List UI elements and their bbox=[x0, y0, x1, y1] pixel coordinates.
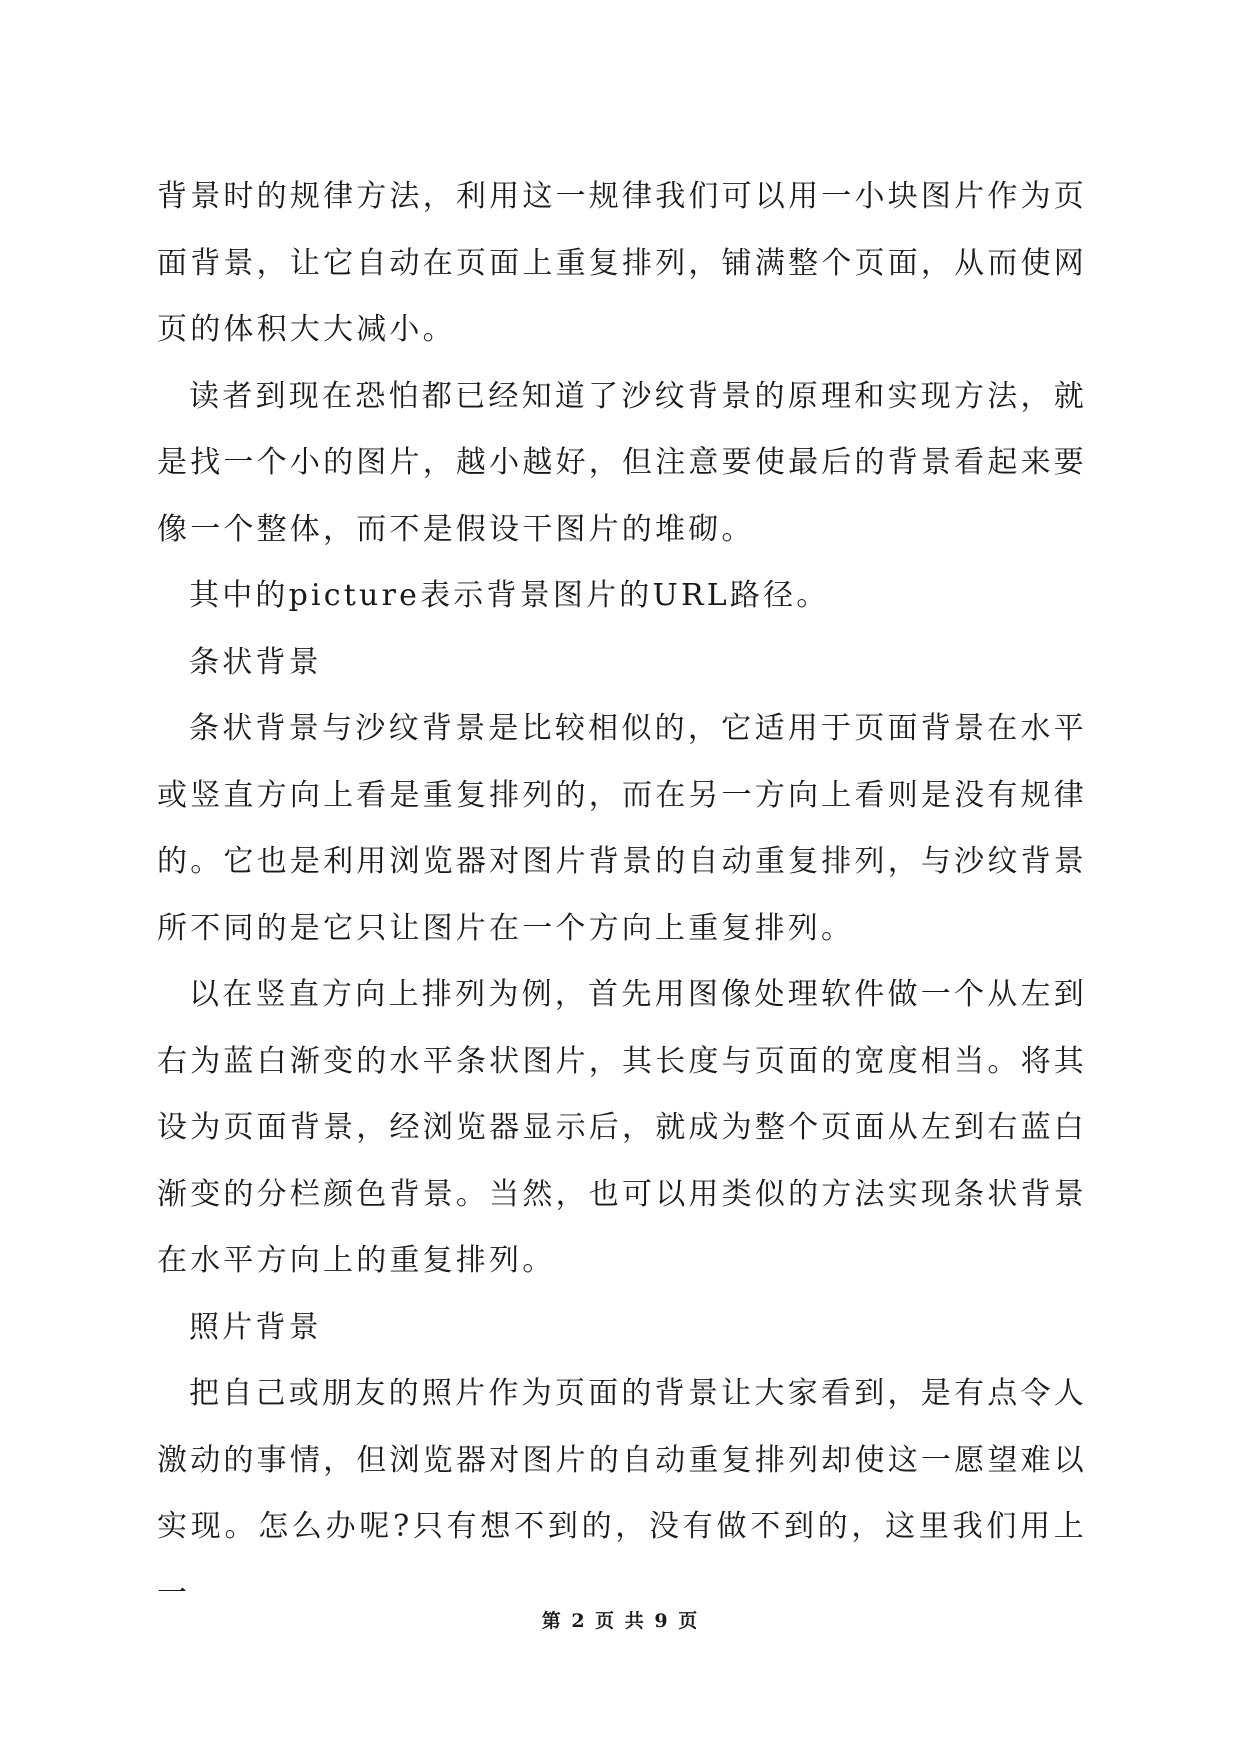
paragraph: 以在竖直方向上排列为例，首先用图像处理软件做一个从左到右为蓝白渐变的水平条状图片，其长度与页面的宽度相当。将其设为页面背景，经浏览器显示后，就成为整个页面从左到右蓝白渐变的分栏颜色背景。当然，也可以用类似的方法实现条状背景在水平方向上的重复排列。 bbox=[157, 977, 1087, 1278]
section-heading: 照片背景 bbox=[189, 1309, 322, 1345]
page-number-footer: 第 2 页 共 9 页 bbox=[541, 1610, 700, 1632]
document-body bbox=[157, 164, 1087, 1627]
paragraph: 背景时的规律方法，利用这一规律我们可以用一小块图片作为页面背景，让它自动在页面上重复排列，铺满整个页面，从而使网页的体积大大减小。 bbox=[157, 179, 1087, 347]
paragraph: 读者到现在恐怕都已经知道了沙纹背景的原理和实现方法，就是找一个小的图片，越小越好，但注意要使最后的背景看起来要像一个整体，而不是假设干图片的堆砌。 bbox=[157, 378, 1087, 547]
paragraph: 把自己或朋友的照片作为页面的背景让大家看到，是有点令人激动的事情，但浏览器对图片的自动重复排列却使这一愿望难以实现。怎么办呢?只有想不到的，没有做不到的，这里我们用上一 bbox=[157, 1376, 1087, 1611]
section-heading: 条状背景 bbox=[189, 644, 322, 680]
paragraph: 其中的picture表示背景图片的URL路径。 bbox=[189, 578, 830, 613]
paragraph: 条状背景与沙纹背景是比较相似的，它适用于页面背景在水平或竖直方向上看是重复排列的，而在另一方向上看则是没有规律的。它也是利用浏览器对图片背景的自动重复排列，与沙纹背景所不同的是它只让图片在一个方向上重复排列。 bbox=[157, 711, 1087, 946]
